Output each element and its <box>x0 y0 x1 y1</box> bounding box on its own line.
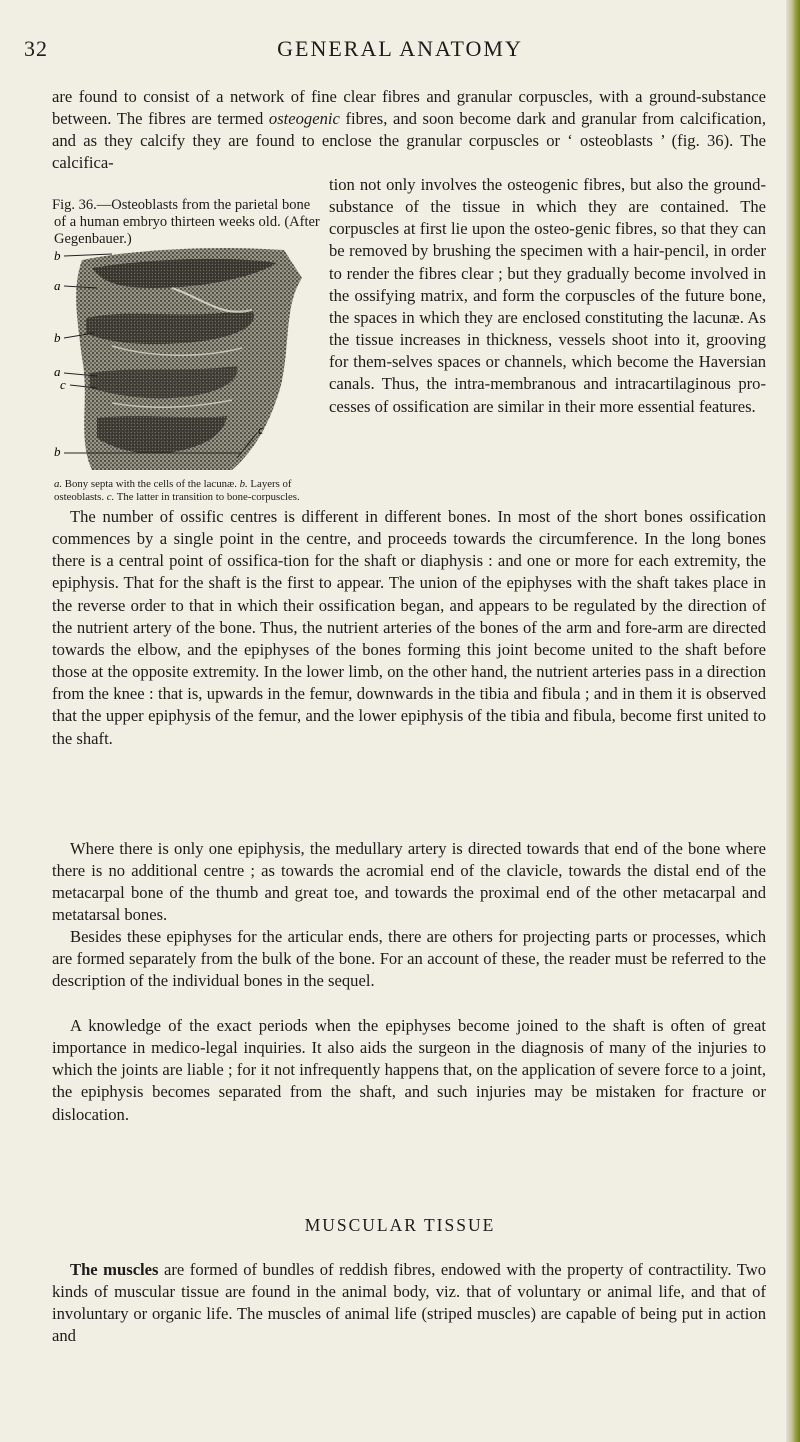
paragraph-one-epiphysis: Where there is only one epiphysis, the medullary artery is directed towards that end of the bone where there is no additional centre ; as towards the acromial end of the clavicle, towards the distal end of the metacarpal bone of the thumb and great toe, and towards the proximal end of the other metacarpal and metatarsal bones. <box>52 839 766 925</box>
figure-36-osteoblasts <box>52 248 322 473</box>
fig-label-a-mid: a <box>54 364 61 379</box>
fig-label-b-mid: b <box>54 330 61 345</box>
page-number: 32 <box>24 36 48 61</box>
paragraph-wrap-beside-figure: tion not only involves the osteogenic fibres, but also the ground-substance of the tissue in which they are contained. The corpuscles at first lie upon the osteo-genic fibres, so that they can be removed by brushing the specimen with a hair-pencil, in order to render the fibres clear ; but they gradually become involved in the ossifying matrix, and form the corpuscles of the future bone, the spaces in which they are enclosed constituting the lacunæ. As the tissue increases in thickness, vessels shoot into it, grooving for them-selves spaces or channels, which become the Haversian canals. Thus, the intra-membranous and intracartilaginous pro-cesses of ossification are similar in their more essential features. <box>329 175 766 416</box>
running-head: GENERAL ANATOMY <box>277 36 523 61</box>
paragraph-ossific-centres: The number of ossific centres is different in different bones. In most of the short bones ossification commences by a single point in the centre, and proceeds towards the circumference. In the long bones there is a central point of ossifica-tion for the shaft or diaphysis : and one or more for each extremity, the epiphysis. That for the shaft is the first to appear. The union of the epiphyses with the shaft takes place in the reverse order to that in which their ossification began, and appears to be regulated by the direction of the nutrient artery of the bone. Thus, the nutrient arteries of the bones of the arm and fore-arm are directed towards the elbow, and the epiphyses of the bones forming this joint become united to the shaft before those at the opposite extremity. In the lower limb, on the other hand, the nutrient arteries pass in a direction from the knee : that is, upwards in the femur, downwards in the tibia and fibula ; and in them it is observed that the upper epiphysis of the femur, and the lower epiphysis of the tibia and fibula, become first united to the shaft. <box>52 507 766 748</box>
fig-label-c-mid: c <box>60 377 66 392</box>
label-leader-b-top <box>64 254 112 256</box>
paragraph-opening: are found to consist of a network of fine clear fibres and granular corpuscles, with a ground-substance between. The fibres are termed osteogenic fibres, and soon become dark and granular from calcification, and as they calcify they are found to enclose the granular corpuscles or ‘ osteoblasts ’ (fig. 36). The calcifica- <box>52 87 766 173</box>
paragraph-medico-legal: A knowledge of the exact periods when the epiphyses become joined to the shaft is often of great importance in medico-legal inquiries. It also aids the surgeon in the diagnosis of many of the injuries to which the joints are liable ; for it not infrequently happens that, on the application of severe force to a joint, the epiphysis becomes separated from the shaft, and such injuries may be mistaken for fracture or dislocation. <box>52 1016 766 1124</box>
fig-label-a-top: a <box>54 278 61 293</box>
section-heading-muscular-tissue: MUSCULAR TISSUE <box>304 1215 496 1235</box>
fig-label-b-bottom: b <box>54 444 61 459</box>
osteoblast-illustration <box>52 248 322 473</box>
paragraph-muscles: The muscles are formed of bundles of reddish fibres, endowed with the property of contractility. Two kinds of muscular tissue are found in the animal body, viz. that of voluntary or animal life, and that of involuntary or organic life. The muscles of animal life (striped muscles) are capable of being put in action and <box>52 1260 766 1346</box>
figure-key: a. Bony septa with the cells of the lacunæ. b. Layers of osteoblasts. c. The latter in transition to bone-corpuscles. <box>54 478 300 503</box>
figure-caption: Fig. 36.—Osteoblasts from the parietal bone of a human embryo thirteen weeks old. (After Gegenbauer.) <box>52 197 320 247</box>
paragraph-processes: Besides these epiphyses for the articular ends, there are others for projecting parts or processes, which are formed separately from the bulk of the bone. For an account of these, the reader must be referred to the description of the individual bones in the sequel. <box>52 927 766 991</box>
fig-label-c-right: c <box>258 422 264 437</box>
fig-label-b-top: b <box>54 248 61 263</box>
